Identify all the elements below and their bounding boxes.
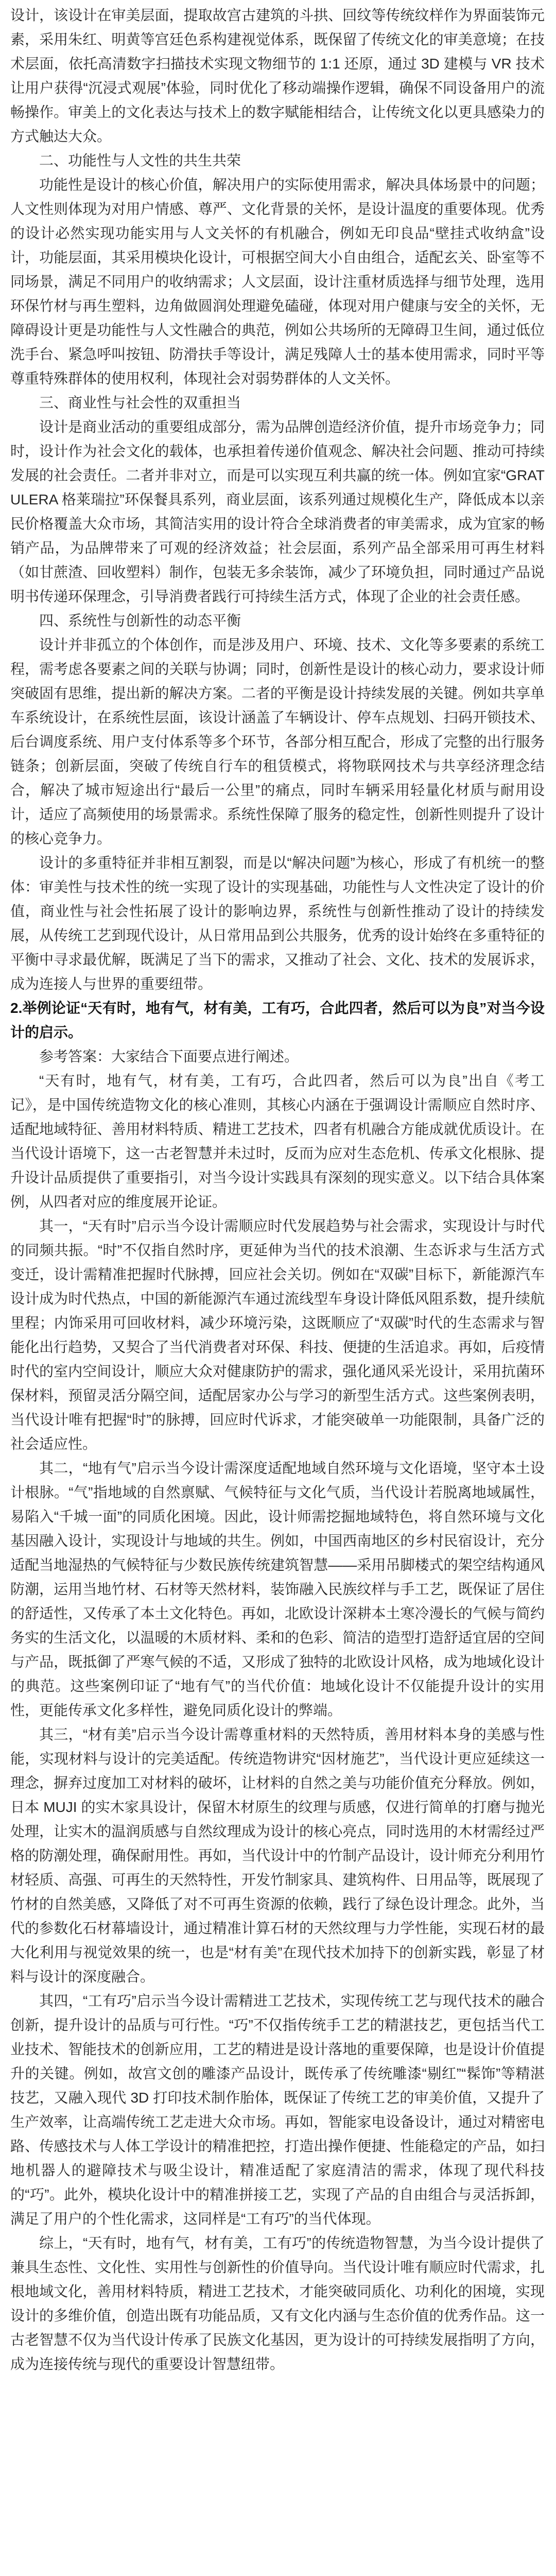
paragraph-system-innovation: 设计并非孤立的个体创作，而是涉及用户、环境、技术、文化等多要素的系统工程，需考虑各要素之间的关联与协调；同时，创新性是设计的核心动力，要求设计师突破固有思维，提出新的解决方案。二者的平衡是设计持续发展的关键。例如共享单车系统设计，在系统性层面，该设计涵盖了车辆设计、停车点规划、扫码开锁技术、后台调度系统、用户支付体系等多个环节，各部分相互配合，形成了完整的出行服务链条；创新层面，突破了传统自行车的租赁模式，将物联网技术与共享经济理念结合，解决了城市短途出行“最后一公里”的痛点，同时车辆采用轻量化材质与耐用设计，适应了高频使用的场景需求。系统性保障了服务的稳定性，创新性则提升了设计的核心竞争力。 [10,637,545,846]
question-2: 2.举例论证“天有时，地有气，材有美，工有巧，合此四者，然后可以为良”对当今设计的启示。 [10,1000,545,1040]
paragraph-conclusion: 综上，“天有时，地有气，材有美，工有巧”的传统造物智慧，为当今设计提供了兼具生态性、文化性、实用性与创新性的价值导向。当代设计唯有顺应时代需求，扎根地域文化，善用材料特质，精进工艺技术，才能突破同质化、功利化的困境，实现设计的多维价值，创造出既有功能品质，又有文化内涵与生态价值的优秀作品。这一古老智慧不仅为当代设计传承了民族文化基因，更为设计的可持续发展指明了方向，成为连接传统与现代的重要设计智慧纽带。 [10,2235,545,2372]
section-heading-3: 三、商业性与社会性的双重担当 [39,395,241,411]
paragraph-kaogongji: “天有时，地有气，材有美，工有巧，合此四者，然后可以为良”出自《考工记》，是中国传统造物文化的核心准则，其核心内涵在于强调设计需顺应自然时序、适配地域特征、善用材料特质、精进工艺技术，四者有机融合方能成就优质设计。在当代设计语境下，这一古老智慧并未过时，反而为应对生态危机、传承文化根脉、提升设计品质提供了重要指引，对当今设计实践具有深刻的现实意义。以下结合具体案例，从四者对应的维度展开论证。 [10,1073,545,1210]
paragraph-commerce-society: 设计是商业活动的重要组成部分，需为品牌创造经济价值，提升市场竞争力；同时，设计作为社会文化的载体，也承担着传递价值观念、解决社会问题、推动可持续发展的社会责任。二者并非对立，而是可以实现互利共赢的统一体。例如宜家“GRATULERA 格莱瑞拉”环保餐具系列，商业层面，该系列通过规模化生产，降低成本以亲民价格覆盖大众市场，其简洁实用的设计符合全球消费者的审美需求，成为宜家的畅销产品，为品牌带来了可观的经济效益；社会层面，系列产品全部采用可再生材料（如甘蔗渣、回收塑料）制作，包装无多余装饰，减少了环境负担，同时通过产品说明书传递环保理念，引导消费者践行可持续生活方式，体现了企业的社会责任感。 [10,419,545,604]
paragraph-function-humanity: 功能性是设计的核心价值，解决用户的实际使用需求，解决具体场景中的问题；人文性则体现为对用户情感、尊严、文化背景的关怀，是设计温度的重要体现。优秀的设计必然实现功能实用与人文关怀的有机融合，例如无印良品“壁挂式收纳盒”设计，功能层面，其采用模块化设计，可根据空间大小自由组合，适配玄关、卧室等不同场景，满足不同用户的收纳需求；人文层面，设计注重材质选择与细节处理，选用环保竹材与再生塑料，边角做圆润处理避免磕碰，体现对用户健康与安全的关怀，无障碍设计更是功能性与人文性融合的典范，例如公共场所的无障碍卫生间，通过低位洗手台、紧急呼叫按钮、防滑扶手等设计，满足残障人士的基本使用需求，同时平等尊重特殊群体的使用权利，体现社会对弱势群体的人文关怀。 [10,177,545,386]
reference-answer-intro: 参考答案：大家结合下面要点进行阐述。 [39,1048,299,1064]
paragraph-tian-you-shi: 其一，“天有时”启示当今设计需顺应时代发展趋势与社会需求，实现设计与时代的同频共振。“时”不仅指自然时序，更延伸为当代的技术浪潮、生态诉求与生活方式变迁，设计需精准把握时代脉搏，回应社会关切。例如在“双碳”目标下，新能源汽车设计成为时代热点，中国的新能源汽车通过流线型车身设计降低风阻系数，提升续航里程；内饰采用可回收材料，减少环境污染，这既顺应了“双碳”时代的生态需求与智能化出行趋势，又契合了当代消费者对环保、科技、便捷的生活追求。再如，后疫情时代的室内空间设计，顺应大众对健康防护的需求，强化通风采光设计，采用抗菌环保材料，预留灵活分隔空间，适配居家办公与学习的新型生活方式。这些案例表明，当代设计唯有把握“时”的脉搏，回应时代诉求，才能突破单一功能限制，具备广泛的社会适应性。 [10,1218,545,1452]
paragraph-summary-1: 设计的多重特征并非相互割裂，而是以“解决问题”为核心，形成了有机统一的整体：审美性与技术性的统一实现了设计的实现基础，功能性与人文性决定了设计的价值，商业性与社会性拓展了设计的影响边界，系统性与创新性推动了设计的持续发展，从传统工艺到现代设计，从日常用品到公共服务，优秀的设计始终在多重特征的平衡中寻求最优解，既满足了当下的需求，又推动了社会、文化、技术的发展诉求，成为连接人与世界的重要纽带。 [10,855,545,992]
intro-paragraph: 设计，该设计在审美层面，提取故宫古建筑的斗拱、回纹等传统纹样作为界面装饰元素，采用朱红、明黄等宫廷色系构建视觉体系，既保留了传统文化的审美意境；在技术层面，依托高清数字扫描技术实现文物细节的 1:1 还原，通过 3D 建模与 VR 技术让用户获得“沉浸式观展”体验，同时优化了移动端操作逻辑，确保不同设备用户的流畅操作。审美上的文化表达与技术上的数字赋能相结合，让传统文化以更具感染力的方式触达大众。 [10,7,545,144]
paragraph-di-you-qi: 其二，“地有气”启示当今设计需深度适配地域自然环境与文化语境，坚守本土设计根脉。“气”指地域的自然禀赋、气候特征与文化气质，当代设计若脱离地域属性，易陷入“千城一面”的同质化困境。因此，设计师需挖掘地域特色，将自然环境与文化基因融入设计，实现设计与地域的共生。例如，中国西南地区的乡村民宿设计，充分适配当地湿热的气候特征与少数民族传统建筑智慧——采用吊脚楼式的架空结构通风防潮，运用当地竹材、石材等天然材料，装饰融入民族纹样与手工艺，既保证了居住的舒适性，又传承了本土文化特色。再如，北欧设计深耕本土寒冷漫长的气候与简约务实的生活文化，以温暖的木质材料、柔和的色彩、简洁的造型打造舒适宜居的空间与产品，既抵御了严寒气候的不适，又形成了独特的北欧设计风格，成为地域化设计的典范。这些案例印证了“地有气”的当代价值：地域化设计不仅能提升设计的实用性，更能传承文化多样性，避免同质化设计的弊端。 [10,1460,545,1718]
section-heading-4: 四、系统性与创新性的动态平衡 [39,613,241,629]
paragraph-gong-you-qiao: 其四，“工有巧”启示当今设计需精进工艺技术，实现传统工艺与现代技术的融合创新，提升设计的品质与可行性。“巧”不仅指传统手工艺的精湛技艺，更包括当代工业技术、智能技术的创新应用，工艺的精进是设计落地的重要保障，也是设计价值提升的关键。例如，故宫文创的雕漆产品设计，既传承了传统雕漆“剔红”“髹饰”等精湛技艺，又融入现代 3D 打印技术制作胎体，既保证了传统工艺的审美价值，又提升了生产效率，让高端传统工艺走进大众市场。再如，智能家电设备设计，通过对精密电路、传感技术与人体工学设计的精准把控，打造出操作便捷、性能稳定的产品，如扫地机器人的避障技术与吸尘设计，精准适配了家庭清洁的需求，体现了现代科技的“巧”。此外，模块化设计中的精准拼接工艺，实现了产品的自由组合与灵活拆卸，满足了用户的个性化需求，这同样是“工有巧”的当代体现。 [10,1993,545,2227]
section-heading-2: 二、功能性与人文性的共生共荣 [39,152,241,168]
paragraph-cai-you-mei: 其三，“材有美”启示当今设计需尊重材料的天然特质，善用材料本身的美感与性能，实现材料与设计的完美适配。传统造物讲究“因材施艺”，当代设计更应延续这一理念，摒弃过度加工对材料的破坏，让材料的自然之美与功能价值充分释放。例如，日本 MUJI 的实木家具设计，保留木材原生的纹理与质感，仅进行简单的打磨与抛光处理，让实木的温润质感与自然纹理成为设计的核心亮点，同时选用的木材需经过严格的防潮处理，确保耐用性。再如，当代设计中的竹制产品设计，设计师充分利用竹材轻质、高强、可再生的天然特性，开发竹制家具、建筑构件、日用品等，既展现了竹材的自然美感，又降低了对不可再生资源的依赖，践行了绿色设计理念。此外，当代的参数化石材幕墙设计，通过精准计算石材的天然纹理与力学性能，实现石材的最大化利用与视觉效果的统一，也是“材有美”在现代技术加持下的创新实践，彰显了材料与设计的深度融合。 [10,1726,545,1985]
